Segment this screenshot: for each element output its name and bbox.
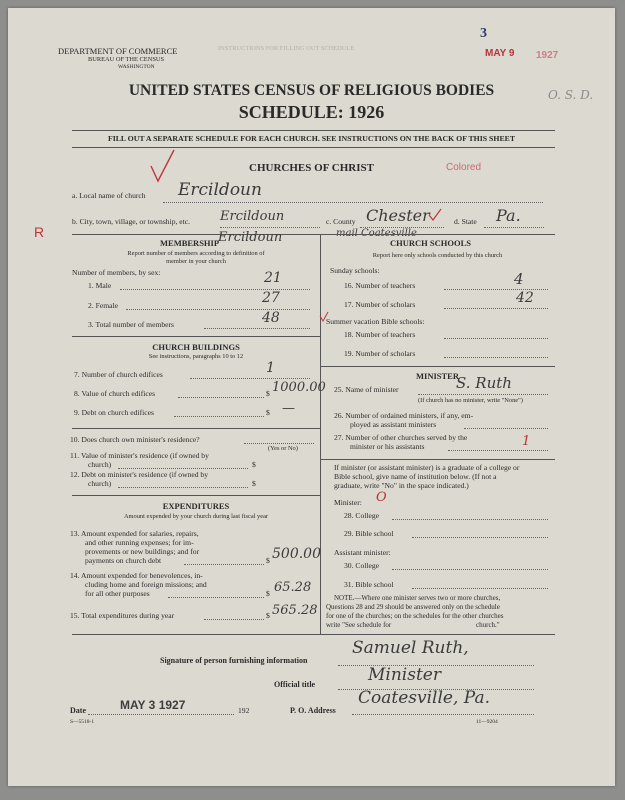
exp14-line-1: 14. Amount expended for benevolences, in- — [70, 571, 203, 580]
dept-label: DEPARTMENT OF COMMERCE — [58, 46, 178, 56]
received-stamp-date: MAY 9 — [485, 48, 515, 59]
date-line — [88, 714, 234, 715]
exp13-line-2: and other running expenses; for im- — [85, 538, 194, 547]
section-rule — [72, 495, 320, 496]
graduate-note-2: Bible school, give name of institution below. (If not a — [334, 472, 497, 481]
city-label: WASHINGTON — [118, 64, 155, 70]
minister-sub-label: Minister: — [334, 498, 362, 507]
minister-name-label: 25. Name of minister — [334, 385, 399, 394]
instruction-banner: FILL OUT A SEPARATE SCHEDULE FOR EACH CHURCH. SEE INSTRUCTIONS ON THE BACK OF THIS SHEET — [107, 134, 516, 143]
form-title: UNITED STATES CENSUS OF RELIGIOUS BODIES — [128, 82, 495, 99]
other-churches-label-2: minister or his assistants — [350, 442, 425, 451]
schools-subtitle: Report here only schools conducted by this church — [372, 252, 503, 259]
sunday-scholars-value: 42 — [516, 290, 534, 306]
dollar-sign: $ — [266, 556, 270, 565]
sunday-teachers-value: 4 — [514, 270, 524, 288]
sunday-teachers-label: 16. Number of teachers — [344, 281, 416, 290]
sunday-schools-label: Sunday schools: — [330, 266, 380, 275]
stamp-number: 3 — [480, 26, 487, 41]
section-rule — [72, 336, 320, 337]
female-label: 2. Female — [88, 301, 118, 310]
total-members-value: 48 — [262, 310, 280, 326]
exp13-line — [184, 564, 264, 565]
membership-subtitle-2: member in your church — [166, 258, 226, 265]
sunday-scholars-line — [444, 308, 548, 309]
summer-schools-label: Summer vacation Bible schools: — [326, 317, 425, 326]
dollar-sign: $ — [266, 389, 270, 398]
census-schedule-sheet — [8, 8, 615, 786]
state-label: d. State — [454, 217, 477, 226]
section-rule — [320, 366, 555, 367]
corner-note: O. S. D. — [548, 88, 594, 102]
local-name-label: a. Local name of church — [72, 191, 146, 200]
residence-own-line — [244, 443, 314, 444]
assistant-college-line — [392, 569, 548, 570]
residence-debt-label-1: 12. Debt on minister's residence (if owned by — [70, 470, 209, 479]
residence-own-label: 10. Does church own minister's residence? — [70, 435, 200, 444]
po-address-value: Coatesville, Pa. — [358, 688, 490, 708]
ordained-label-1: 26. Number of ordained ministers, if any, em- — [334, 411, 474, 420]
red-check-mark — [148, 148, 178, 188]
summer-scholars-line — [444, 357, 548, 358]
minister-college-line — [392, 519, 548, 520]
dollar-sign: $ — [266, 589, 270, 598]
exp13-line-4: payments on church debt — [85, 556, 162, 565]
po-address-label: P. O. Address — [290, 706, 336, 715]
summer-scholars-label: 19. Number of scholars — [344, 349, 416, 358]
date-stamp: MAY 3 1927 — [120, 698, 186, 712]
signature-label: Signature of person furnishing information — [160, 656, 308, 665]
section-rule — [72, 634, 555, 635]
official-title-value: Minister — [368, 665, 441, 685]
dollar-sign: $ — [252, 460, 256, 469]
minister-bible-school-line — [412, 537, 548, 538]
sunday-scholars-label: 17. Number of scholars — [344, 300, 416, 309]
rule — [72, 130, 555, 131]
city-value: Ercildoun — [220, 209, 285, 224]
form-code: S—5518-1 — [70, 719, 95, 725]
ordained-label-2: ployed as assistant ministers — [350, 420, 437, 429]
section-rule — [72, 428, 320, 429]
exp14-line-2: cluding home and foreign missions; and — [85, 580, 207, 589]
total-members-line — [204, 328, 310, 329]
note-line-2: Questions 28 and 29 should be answered only on the schedule — [326, 603, 500, 611]
received-stamp-year: 1927 — [536, 50, 559, 61]
note-line-4: write "See schedule for — [326, 621, 392, 629]
residence-value-line — [118, 468, 248, 469]
other-churches-label-1: 27. Number of other churches served by the — [334, 433, 468, 442]
print-code: 11—9204 — [476, 719, 498, 725]
exp13-value: 500.00 — [272, 546, 321, 562]
minister-grad-value: O — [376, 490, 387, 505]
exp13-line-3: provements or new buildings; and for — [85, 547, 200, 556]
assistant-minister-label: Assistant minister: — [334, 548, 391, 557]
exp14-line — [168, 597, 264, 598]
note-line-3: for one of the churches; on the schedules for the other churches — [326, 612, 504, 620]
date-label: Date — [70, 706, 86, 715]
edifices-count-label: 7. Number of church edifices — [74, 370, 163, 379]
expenditures-heading: EXPENDITURES — [162, 501, 230, 511]
state-line — [484, 227, 544, 228]
residence-value-label-2: church) — [88, 460, 112, 469]
local-name-value: Ercildoun — [178, 180, 262, 200]
schools-heading: CHURCH SCHOOLS — [390, 238, 471, 248]
official-title-label: Official title — [274, 680, 316, 689]
edifices-debt-line — [174, 416, 264, 417]
colored-stamp: Colored — [446, 162, 482, 173]
county-value: Chester — [366, 206, 430, 225]
minister-college-label: 28. College — [344, 511, 380, 520]
city-line — [220, 227, 320, 228]
residence-debt-label-2: church) — [88, 479, 112, 488]
minister-name-value: S. Ruth — [456, 374, 512, 392]
female-value: 27 — [262, 290, 280, 306]
note-line-1: NOTE.—Where one minister serves two or more churches, — [334, 594, 501, 602]
buildings-subtitle: See instructions, paragraphs 10 to 12 — [148, 353, 244, 360]
r-mark: R — [34, 224, 45, 240]
expenditures-subtitle: Amount expended by your church during last fiscal year — [123, 513, 269, 520]
po-address-line — [352, 714, 534, 715]
rule — [72, 147, 555, 148]
year-suffix: 192 — [238, 706, 250, 715]
red-check-mark — [319, 311, 329, 323]
membership-heading: MEMBERSHIP — [160, 238, 220, 248]
membership-subtitle-1: Report number of members according to definition of — [127, 250, 265, 257]
by-sex-label: Number of members, by sex: — [72, 268, 161, 277]
buildings-heading: CHURCH BUILDINGS — [152, 342, 240, 352]
signature-value: Samuel Ruth, — [352, 638, 469, 658]
assistant-bible-school-label: 31. Bible school — [344, 580, 394, 589]
exp15-value: 565.28 — [272, 603, 318, 618]
total-members-label: 3. Total number of members — [88, 320, 175, 329]
residence-value-label-1: 11. Value of minister's residence (if owned by — [70, 451, 209, 460]
denomination-heading: CHURCHES OF CHRIST — [249, 162, 374, 174]
male-line — [120, 289, 310, 290]
dollar-sign: $ — [252, 479, 256, 488]
no-minister-hint: (If church has no minister, write "None") — [418, 397, 523, 404]
state-value: Pa. — [496, 206, 521, 225]
male-value: 21 — [264, 270, 282, 286]
yes-no-hint: (Yes or No) — [268, 445, 298, 452]
other-churches-value: 1 — [522, 434, 531, 449]
exp15-line — [204, 619, 264, 620]
schedule-year: SCHEDULE: 1926 — [238, 102, 385, 122]
membership-overwrite: Ercildoun — [218, 230, 283, 245]
summer-teachers-line — [444, 338, 548, 339]
county-label: c. County — [326, 217, 356, 226]
section-rule — [320, 459, 555, 460]
section-rule — [72, 234, 555, 235]
edifices-count-value: 1 — [266, 360, 275, 376]
column-divider — [320, 234, 321, 634]
local-name-line — [163, 202, 543, 203]
minister-bible-school-label: 29. Bible school — [344, 529, 394, 538]
exp13-line-1: 13. Amount expended for salaries, repairs, — [70, 529, 199, 538]
city-label: b. City, town, village, or township, etc. — [72, 217, 191, 226]
note-line-5: church." — [476, 621, 500, 629]
dollar-sign: $ — [266, 611, 270, 620]
edifices-debt-label: 9. Debt on church edifices — [74, 408, 154, 417]
other-churches-line — [448, 450, 548, 451]
edifices-count-line — [190, 378, 310, 379]
edifices-value-label: 8. Value of church edifices — [74, 389, 156, 398]
edifices-value-value: 1000.00 — [272, 380, 326, 395]
exp14-value: 65.28 — [274, 580, 312, 595]
faint-header-text: INSTRUCTIONS FOR FILLING OUT SCHEDULE — [218, 45, 355, 52]
dollar-sign: $ — [266, 408, 270, 417]
edifices-value-line — [178, 397, 264, 398]
assistant-bible-school-line — [412, 588, 548, 589]
graduate-note-1: If minister (or assistant minister) is a graduate of a college or — [334, 463, 520, 472]
male-label: 1. Male — [88, 281, 112, 290]
graduate-note-3: graduate, write "No" in the space indicated.) — [334, 481, 469, 490]
ordained-line — [464, 428, 548, 429]
bureau-label: BUREAU OF THE CENSUS — [88, 56, 165, 63]
summer-teachers-label: 18. Number of teachers — [344, 330, 416, 339]
female-line — [126, 309, 310, 310]
exp14-line-3: for all other purposes — [85, 589, 150, 598]
residence-debt-line — [118, 487, 248, 488]
assistant-college-label: 30. College — [344, 561, 380, 570]
minister-name-line — [418, 394, 548, 395]
edifices-debt-value: — — [282, 401, 295, 416]
minister-heading: MINISTER — [416, 371, 459, 381]
red-check-mark — [428, 208, 442, 222]
exp15-label: 15. Total expenditures during year — [70, 611, 175, 620]
